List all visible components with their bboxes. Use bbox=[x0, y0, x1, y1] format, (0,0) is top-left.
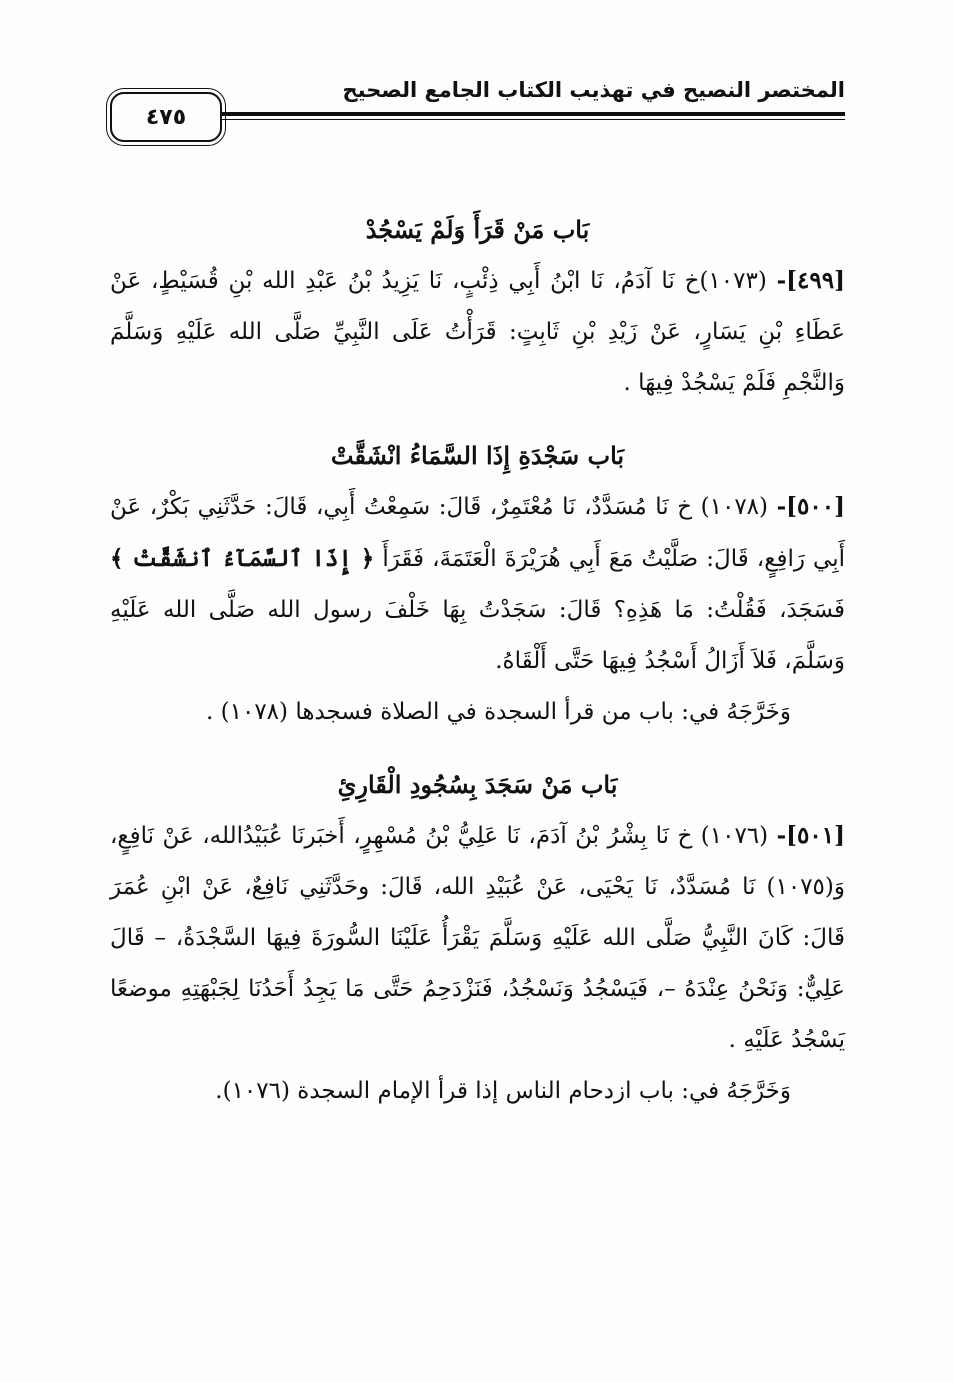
hadith-text: (١٠٧٣)خ نَا آدَمُ، نَا ابْنُ أَبِي ذِئْبٍ، نَا يَزِيدُ بْنُ عَبْدِ الله بْنِ قُسَيْطٍ، عَنْ عَطَاءِ بْنِ يَسَارٍ، عَنْ زَيْدِ بْنِ ثَابِتٍ: قَرَأْتُ عَلَى النَّبِيِّ صَلَّى الله عَلَيْهِ وَسَلَّمَ وَالنَّجْمِ فَلَمْ يَسْجُدْ فِيهَا . bbox=[110, 268, 845, 396]
page-header bbox=[110, 78, 845, 148]
hadith-paragraph bbox=[110, 481, 845, 687]
hadith-number: [٤٩٩]- bbox=[776, 267, 845, 294]
page-number-box bbox=[110, 92, 222, 142]
chapter-heading: بَاب سَجْدَةِ إِذَا السَّمَاءُ انْشَقَّتْ bbox=[330, 441, 625, 470]
hadith-text: (١٠٧٨) خ نَا مُسَدَّدٌ، نَا مُعْتَمِرٌ، قَالَ: سَمِعْتُ أَبِي، قَالَ: حَدَّثَنِي بَكْرٌ، عَنْ أَبِي رَافِعٍ، قَالَ: صَلَّيْتُ مَعَ أَبِي هُرَيْرَةَ الْعَتَمَةَ، فَقَرَأَ bbox=[110, 494, 845, 572]
hadith-text: (١٠٧٦) خ نَا بِشْرُ بْنُ آدَمَ، نَا عَلِيُّ بْنُ مُسْهِرٍ، أَخبَرنَا عُبَيْدُالله، عَنْ نَافِعٍ، وَ(١٠٧٥) نَا مُسَدَّدٌ، نَا يَحْيَى، عَنْ عُبَيْدِ الله، قَالَ: وحَدَّثَنِي نَافِعٌ، عَنْ ابْنِ عُمَرَ قَالَ: كَانَ النَّبِيُّ صَلَّى الله عَلَيْهِ وَسَلَّمَ يَقْرَأُ عَلَيْنَا السُّورَةَ فِيهَا السَّجْدَةُ، – قَالَ عَلِيٌّ: وَنَحْنُ عِنْدَهُ –، فَيَسْجُدُ وَنَسْجُدُ، فَنَزْدَحِمُ حَتَّى مَا يَجِدُ أَحَدُنَا لِجَبْهَتِهِ موضعًا يَسْجُدُ عَلَيْهِ . bbox=[110, 823, 845, 1053]
page-body bbox=[110, 205, 845, 1117]
quran-verse: ﴿ إِذَا ٱلسَّمَآءُ ٱنشَقَّتْ ﴾ bbox=[110, 545, 375, 572]
header-rule bbox=[222, 112, 845, 120]
hadith-number: [٥٠١]- bbox=[776, 822, 845, 849]
hadith-number: [٥٠٠]- bbox=[776, 493, 845, 520]
hadith-paragraph bbox=[110, 255, 845, 409]
takhrij-note: وَخَرَّجَهُ في: باب من قرأ السجدة في الصلاة فسجدها (١٠٧٨) . bbox=[206, 699, 791, 725]
book-title: المختصر النصيح في تهذيب الكتاب الجامع الصحيح bbox=[342, 78, 845, 102]
page-number: ٤٧٥ bbox=[145, 104, 187, 130]
chapter-heading: بَاب مَنْ سَجَدَ بِسُجُودِ الْقَارِئِ bbox=[337, 770, 618, 799]
chapter-heading: بَاب مَنْ قَرَأَ وَلَمْ يَسْجُدْ bbox=[365, 215, 590, 244]
hadith-paragraph bbox=[110, 810, 845, 1066]
hadith-text: فَسَجَدَ، فَقُلْتُ: مَا هَذِهِ؟ قَالَ: سَجَدْتُ بِهَا خَلْفَ رسول الله صَلَّى الله عَلَيْهِ وَسَلَّمَ، فَلاَ أَزَالُ أَسْجُدُ فِيهَا حَتَّى أَلْقَاهُ. bbox=[110, 597, 845, 674]
takhrij-note: وَخَرَّجَهُ في: باب ازدحام الناس إذا قرأ الإمام السجدة (١٠٧٦). bbox=[215, 1078, 791, 1104]
